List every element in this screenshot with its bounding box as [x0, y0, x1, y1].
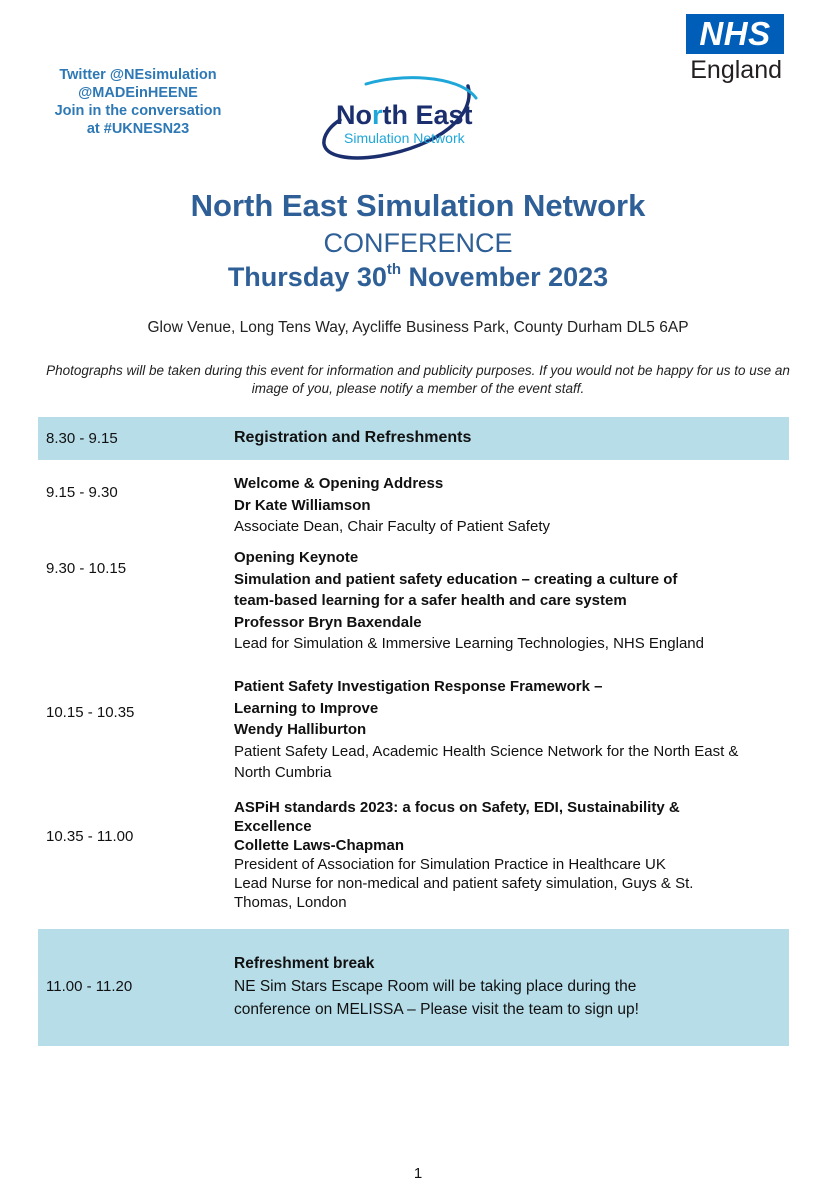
schedule-speaker: Wendy Halliburton	[234, 721, 367, 738]
schedule-content	[234, 547, 804, 655]
network-title: North East Simulation Network	[190, 188, 646, 223]
schedule-role-line: North Cumbria	[234, 764, 332, 781]
twitter-handle: Twitter @NEsimulation	[59, 67, 217, 83]
schedule-title-line: Patient Safety Investigation Response Framework –	[234, 678, 603, 695]
schedule-content	[234, 473, 804, 538]
schedule-desc-line: conference on MELISSA – Please visit the team to sign up!	[234, 1001, 639, 1018]
schedule-time: 9.15 - 9.30	[46, 484, 118, 501]
social-block	[38, 66, 238, 138]
schedule-speaker: Collette Laws-Chapman	[234, 837, 405, 854]
logo-text-north-east: North East	[336, 100, 473, 130]
schedule-role-line: Patient Safety Lead, Academic Health Science Network for the North East &	[234, 742, 739, 760]
page-number: 1	[413, 1165, 423, 1182]
conference-heading: CONFERENCE	[323, 228, 513, 258]
schedule-role-line: Lead Nurse for non-medical and patient safety simulation, Guys & St.	[234, 875, 694, 892]
schedule-speaker: Professor Bryn Baxendale	[234, 613, 422, 631]
join-text: Join in the conversation	[54, 103, 222, 119]
nhs-england-logo	[686, 14, 784, 84]
schedule-content	[234, 676, 804, 784]
photography-notice: Photographs will be taken during this event for information and publicity purposes. If you would not be happy for us to use an image of you, please notify a member of the event staff.	[46, 363, 790, 396]
north-east-simulation-network-logo	[318, 76, 488, 168]
schedule-time: 8.30 - 9.15	[46, 430, 118, 447]
hashtag-text: at #UKNESN23	[86, 121, 190, 137]
schedule-time: 10.35 - 11.00	[46, 828, 134, 845]
schedule-title-line: Learning to Improve	[234, 699, 379, 717]
schedule-content	[234, 952, 804, 1021]
schedule-title: Welcome & Opening Address	[234, 475, 444, 492]
conference-title-block	[0, 186, 836, 294]
nhs-england-text: England	[690, 56, 782, 84]
logo-text-simulation-network: Simulation Network	[344, 130, 465, 146]
schedule-title: Registration and Refreshments	[234, 429, 472, 446]
venue-line	[0, 319, 836, 337]
schedule-time: 9.30 - 10.15	[46, 560, 127, 577]
schedule-label: Opening Keynote	[234, 549, 359, 566]
schedule-time: 10.15 - 10.35	[46, 704, 135, 721]
schedule-time: 11.00 - 11.20	[46, 978, 133, 995]
conference-date: Thursday 30th November 2023	[227, 261, 609, 292]
made-handle: @MADEinHEENE	[78, 85, 198, 101]
schedule-role-line: Thomas, London	[234, 894, 347, 911]
schedule-title: Refreshment break	[234, 955, 375, 972]
schedule-content	[234, 798, 804, 912]
nhs-mark: NHS	[686, 14, 784, 54]
schedule-desc-line: NE Sim Stars Escape Room will be taking place during the	[234, 978, 637, 995]
venue-name: Glow Venue,	[147, 319, 236, 336]
schedule-role-line: President of Association for Simulation Practice in Healthcare UK	[234, 856, 666, 873]
schedule-title-line: Simulation and patient safety education – creating a culture of	[234, 570, 678, 588]
schedule-role: Associate Dean, Chair Faculty of Patient Safety	[234, 518, 550, 535]
schedule-title-line: ASPiH standards 2023: a focus on Safety, EDI, Sustainability &	[234, 799, 680, 816]
schedule-title-line: Excellence	[234, 818, 312, 835]
schedule-role: Lead for Simulation & Immersive Learning Technologies, NHS England	[234, 635, 704, 652]
schedule-title-line: team-based learning for a safer health and care system	[234, 592, 627, 609]
schedule-speaker: Dr Kate Williamson	[234, 496, 371, 514]
venue-address: Long Tens Way, Aycliffe Business Park, County Durham DL5 6AP	[235, 319, 689, 336]
